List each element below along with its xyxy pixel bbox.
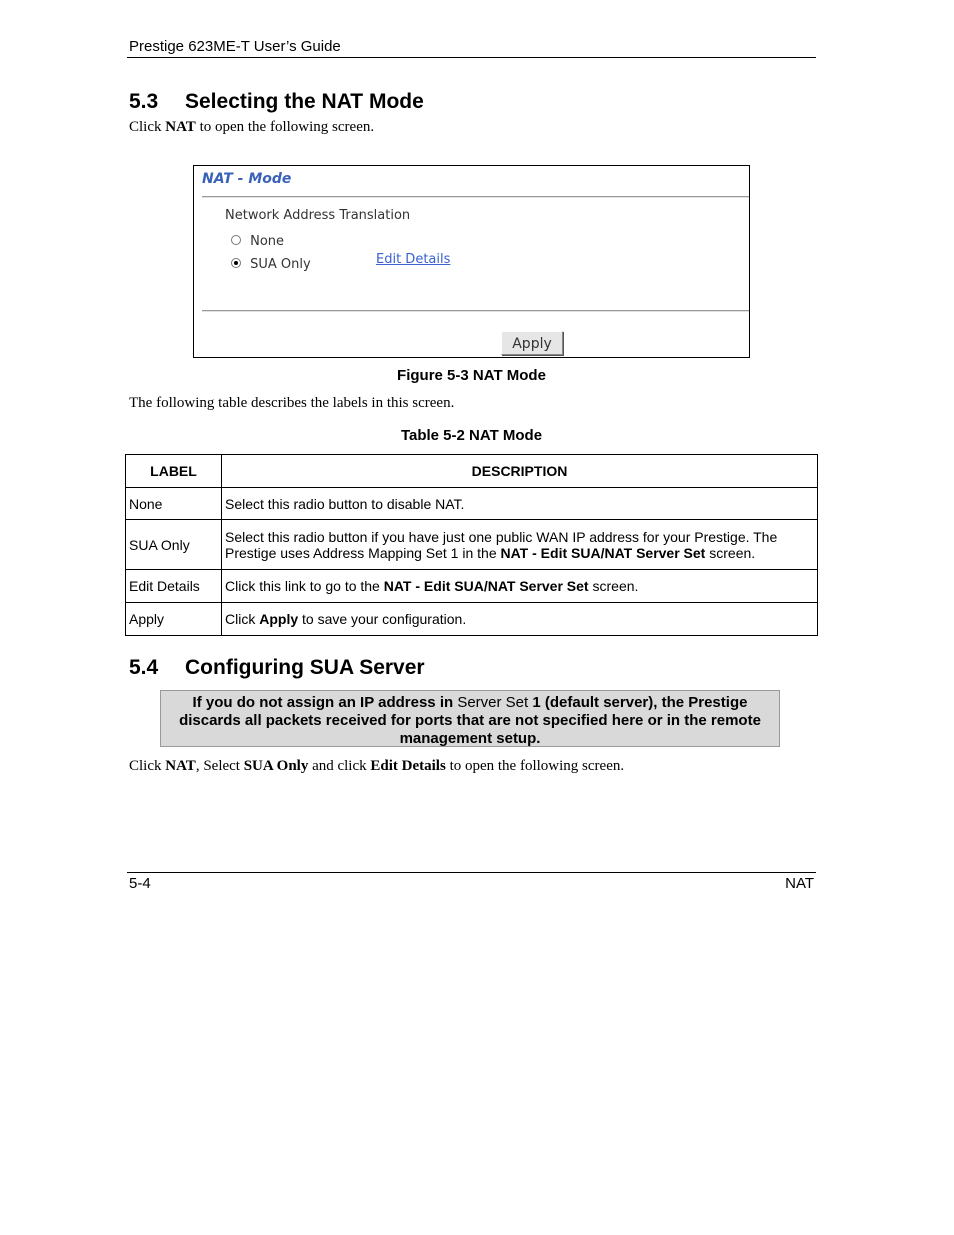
header-label: LABEL	[126, 455, 222, 488]
cell-description	[222, 520, 818, 570]
text-run: , Select	[195, 758, 244, 774]
text-run: Select this radio button if you have just one public WAN IP address for your Prestige. The Prestige uses Address Mapping Set 1 in the	[225, 528, 778, 561]
intro-text-end: to open the following screen.	[195, 119, 375, 135]
edit-details-link[interactable]: Edit Details	[376, 252, 451, 267]
note-box	[160, 690, 780, 747]
text-run: Apply	[259, 611, 299, 627]
section-number: 5.4	[129, 656, 159, 679]
cell-label: Apply	[126, 603, 222, 636]
screen-title: NAT - Mode	[202, 171, 292, 187]
table-intro: The following table describes the labels in this screen.	[129, 395, 455, 411]
text-run: Click	[225, 611, 260, 627]
text-run: NAT - Edit SUA/NAT Server Set	[383, 578, 589, 594]
table-header-row	[126, 455, 818, 488]
text-run: screen.	[588, 578, 639, 594]
text-run: to save your configuration.	[298, 611, 467, 627]
section-heading-5-3	[129, 90, 424, 114]
section-intro	[129, 119, 374, 136]
text-run: NAT - Edit SUA/NAT Server Set	[500, 544, 706, 561]
text-run: Select this radio button to disable NAT.	[225, 495, 465, 512]
text-run: screen.	[705, 544, 756, 561]
cell-description	[222, 488, 818, 520]
radio-sua-only-circle[interactable]	[231, 258, 241, 268]
header-description: DESCRIPTION	[222, 455, 818, 488]
section-paragraph	[129, 758, 624, 775]
section-title: Selecting the NAT Mode	[185, 90, 424, 113]
cell-label: SUA Only	[126, 520, 222, 570]
page-number: 5-4	[129, 875, 151, 892]
intro-text: Click	[129, 119, 166, 135]
screen-divider-top	[202, 196, 749, 198]
table-caption: Table 5-2 NAT Mode	[400, 427, 543, 444]
table-row	[126, 570, 818, 603]
intro-bold: NAT	[165, 119, 196, 135]
radio-sua-only[interactable]	[231, 253, 311, 272]
section-title: Configuring SUA Server	[185, 656, 425, 679]
apply-button[interactable]: Apply	[501, 331, 563, 355]
section-heading-5-4	[129, 656, 425, 680]
cell-description	[222, 570, 818, 603]
text-run: SUA Only	[243, 758, 309, 774]
nat-mode-table	[125, 454, 818, 636]
cell-label: Edit Details	[126, 570, 222, 603]
nat-mode-screen	[193, 165, 750, 358]
cell-label: None	[126, 488, 222, 520]
text-run: Click this link to go to the	[225, 578, 384, 594]
text-run: Edit Details	[370, 758, 446, 774]
radio-sua-only-label: SUA Only	[250, 257, 311, 272]
screen-divider-bottom	[202, 310, 749, 312]
section-number: 5.3	[129, 90, 159, 113]
running-header: Prestige 623ME-T User’s Guide	[129, 38, 341, 55]
radio-none-circle[interactable]	[231, 235, 241, 245]
radio-none[interactable]	[231, 230, 284, 249]
chapter-name: NAT	[785, 875, 814, 892]
text-run: to open the following screen.	[445, 758, 625, 774]
cell-description	[222, 603, 818, 636]
text-run: Click	[129, 758, 166, 774]
text-run: Server Set	[457, 694, 529, 711]
text-run: NAT	[165, 758, 196, 774]
text-run: If you do not assign an IP address in	[192, 694, 458, 711]
table-row	[126, 603, 818, 636]
header-rule	[127, 57, 816, 58]
radio-none-label: None	[250, 234, 285, 249]
footer-rule	[127, 872, 816, 873]
text-run: and click	[308, 758, 371, 774]
figure-caption: Figure 5-3 NAT Mode	[397, 367, 546, 384]
table-row	[126, 520, 818, 570]
text-run: 1 (default server), the Prestige discards all packets received for ports that are not specified here or in the remote management setup.	[179, 694, 761, 747]
nat-group-label: Network Address Translation	[225, 208, 411, 223]
table-row	[126, 488, 818, 520]
